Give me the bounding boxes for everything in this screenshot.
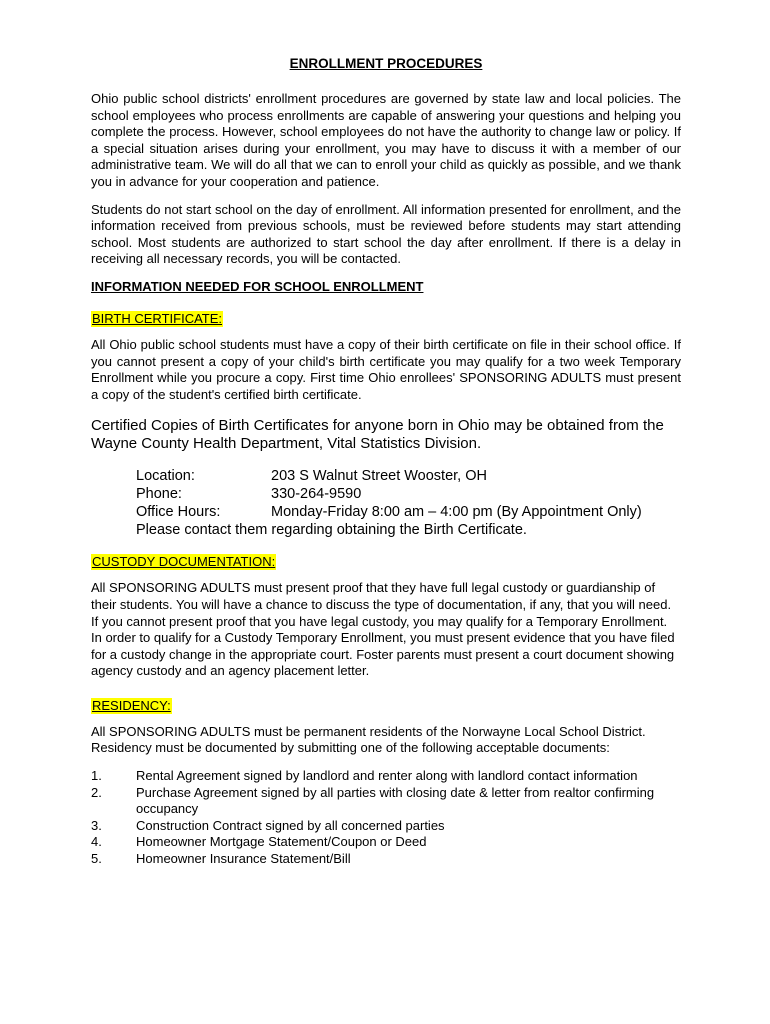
list-number: 4.: [91, 834, 102, 850]
intro-paragraph: Ohio public school districts' enrollment procedures are governed by state law and local policies. The school employees who process enrollments are capable of answering your questions and helping you complete the process. However, school employees do not have the authority to change law or policy. If a special situation arises during your enrollment, you may have to discuss it with a member of our administrative team. We will do all that we can to enroll your child as quickly as possible, and we thank you in advance for your cooperation and patience.: [91, 91, 681, 189]
location-value: 203 S Walnut Street Wooster, OH: [271, 468, 487, 485]
birth-certificate-paragraph: All Ohio public school students must have a copy of their birth certificate on file in their school office. If you cannot present a copy of your child's birth certificate you may qualify for a two week Temporary Enrollment while you procure a copy. First time Ohio enrollees' SPONSORING ADULTS must present a copy of the student's certified birth certificate.: [91, 336, 681, 402]
list-item: [91, 834, 681, 851]
start-paragraph: Students do not start school on the day of enrollment. All information presented for enrollment, and the information received from previous schools, must be reviewed before students may start attending school. Most students are authorized to start school the day after enrollment. If there is a delay in receiving all necessary records, you will be contacted.: [91, 201, 681, 267]
birth-certificate-heading: BIRTH CERTIFICATE:: [92, 310, 223, 326]
list-number: 5.: [91, 851, 102, 867]
hours-label: Office Hours:: [136, 504, 221, 521]
hours-row: [136, 503, 681, 521]
list-item: [91, 768, 681, 785]
phone-label: Phone:: [136, 486, 182, 503]
residency-documents-list: [91, 768, 681, 868]
list-text: Construction Contract signed by all concerned parties: [136, 817, 445, 833]
list-text: Purchase Agreement signed by all parties with closing date & letter from realtor confirming occupancy: [136, 784, 655, 817]
list-item: [91, 851, 681, 868]
list-number: 3.: [91, 817, 102, 833]
location-label: Location:: [136, 468, 195, 485]
phone-value: 330-264-9590: [271, 486, 362, 503]
list-number: 2.: [91, 784, 102, 800]
list-text: Homeowner Insurance Statement/Bill: [136, 851, 351, 867]
list-item: [91, 785, 681, 818]
custody-heading: CUSTODY DOCUMENTATION:: [92, 554, 276, 570]
page-title: ENROLLMENT PROCEDURES: [289, 56, 483, 71]
list-text: Rental Agreement signed by landlord and renter along with landlord contact information: [136, 768, 638, 784]
contact-note: Please contact them regarding obtaining the Birth Certificate.: [136, 522, 527, 539]
hours-value: Monday-Friday 8:00 am – 4:00 pm (By Appointment Only): [271, 504, 642, 521]
list-number: 1.: [91, 768, 102, 784]
list-item: [91, 818, 681, 835]
list-text: Homeowner Mortgage Statement/Coupon or Deed: [136, 834, 427, 850]
phone-row: [136, 485, 681, 503]
location-row: [136, 467, 681, 485]
residency-paragraph: All SPONSORING ADULTS must be permanent residents of the Norwayne Local School District. Residency must be documented by submitting one of the following acceptable documents:: [91, 723, 646, 756]
document-page: [91, 56, 681, 868]
custody-paragraph: All SPONSORING ADULTS must present proof that they have full legal custody or guardianship of their students. You will have a chance to discuss the type of documentation, if any, that you will need. If you cannot present proof that you have legal custody, you may qualify for a Temporary Enrollment. In order to qualify for a Custody Temporary Enrollment, you must present evidence that you have filed for a custody change in the appropriate court. Foster parents must present a court document showing agency custody and an agency placement letter.: [91, 580, 675, 679]
health-department-info: [136, 467, 681, 539]
residency-heading: RESIDENCY:: [92, 697, 171, 713]
certified-copies-note: Certified Copies of Birth Certificates for anyone born in Ohio may be obtained from the Wayne County Health Department, Vital Statistics Division.: [91, 417, 664, 453]
info-heading: INFORMATION NEEDED FOR SCHOOL ENROLLMENT: [91, 278, 424, 294]
